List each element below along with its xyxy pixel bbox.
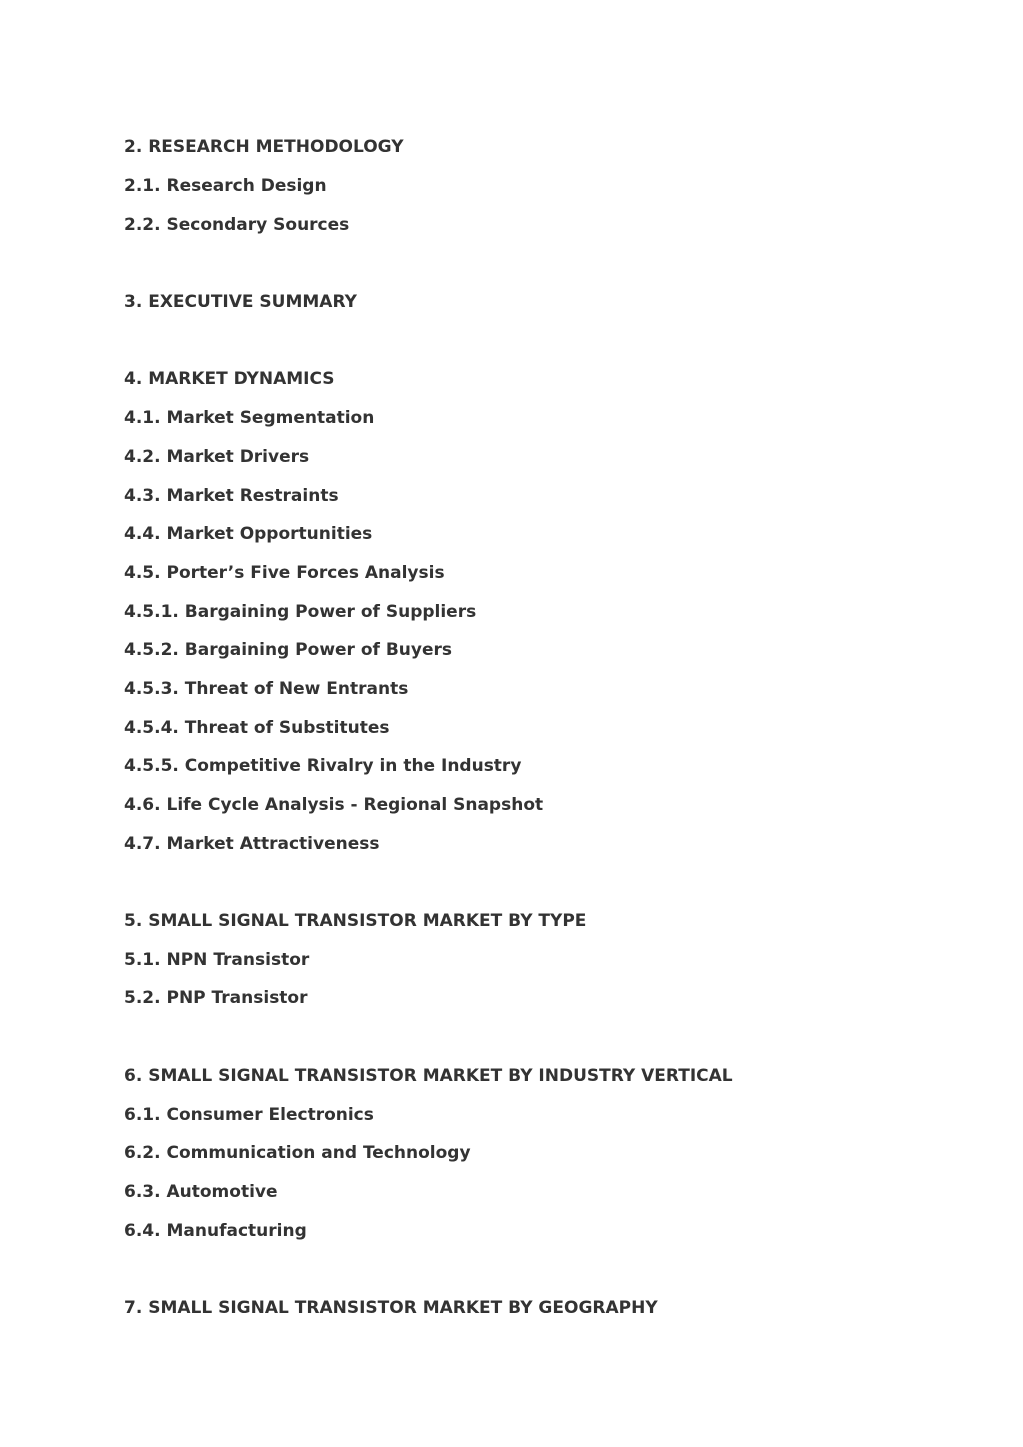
toc-section bbox=[124, 1289, 984, 1328]
section-heading: 4. MARKET DYNAMICS bbox=[124, 369, 335, 390]
toc-item: 6.2. Communication and Technology bbox=[124, 1143, 471, 1164]
toc-item: 4.7. Market Attractiveness bbox=[124, 833, 380, 854]
toc-section bbox=[124, 1057, 984, 1250]
toc-item: 2.1. Research Design bbox=[124, 176, 327, 197]
toc-section bbox=[124, 128, 984, 244]
toc-section bbox=[124, 360, 984, 863]
toc-item: 6.4. Manufacturing bbox=[124, 1220, 307, 1241]
toc-item: 4.5.2. Bargaining Power of Buyers bbox=[124, 640, 453, 661]
section-heading: 6. SMALL SIGNAL TRANSISTOR MARKET BY INDUSTRY VERTICAL bbox=[124, 1065, 733, 1086]
section-heading: 5. SMALL SIGNAL TRANSISTOR MARKET BY TYPE bbox=[124, 911, 587, 932]
toc-item: 4.5.1. Bargaining Power of Suppliers bbox=[124, 601, 477, 622]
toc-section bbox=[124, 283, 984, 322]
section-spacer bbox=[124, 1250, 984, 1289]
section-spacer bbox=[124, 863, 984, 902]
section-heading: 3. EXECUTIVE SUMMARY bbox=[124, 292, 357, 313]
section-spacer bbox=[124, 321, 984, 360]
toc-item: 4.1. Market Segmentation bbox=[124, 408, 375, 429]
section-heading: 2. RESEARCH METHODOLOGY bbox=[124, 137, 404, 158]
toc-item: 6.3. Automotive bbox=[124, 1181, 278, 1202]
toc-item: 2.2. Secondary Sources bbox=[124, 214, 350, 235]
toc-item: 4.5. Porter’s Five Forces Analysis bbox=[124, 562, 445, 583]
toc-item: 4.5.5. Competitive Rivalry in the Industry bbox=[124, 756, 522, 777]
toc-item: 4.3. Market Restraints bbox=[124, 485, 339, 506]
toc-item: 4.4. Market Opportunities bbox=[124, 524, 373, 545]
toc-section bbox=[124, 902, 984, 1018]
toc-item: 4.5.4. Threat of Substitutes bbox=[124, 717, 390, 738]
toc-item: 4.6. Life Cycle Analysis - Regional Snapshot bbox=[124, 795, 544, 816]
toc-item: 4.2. Market Drivers bbox=[124, 446, 310, 467]
toc-item: 5.2. PNP Transistor bbox=[124, 988, 308, 1009]
toc-item: 4.5.3. Threat of New Entrants bbox=[124, 678, 409, 699]
section-spacer bbox=[124, 244, 984, 283]
toc-item: 5.1. NPN Transistor bbox=[124, 949, 310, 970]
section-heading: 7. SMALL SIGNAL TRANSISTOR MARKET BY GEOGRAPHY bbox=[124, 1297, 658, 1318]
section-spacer bbox=[124, 1018, 984, 1057]
toc-item: 6.1. Consumer Electronics bbox=[124, 1104, 374, 1125]
table-of-contents bbox=[124, 128, 984, 1327]
